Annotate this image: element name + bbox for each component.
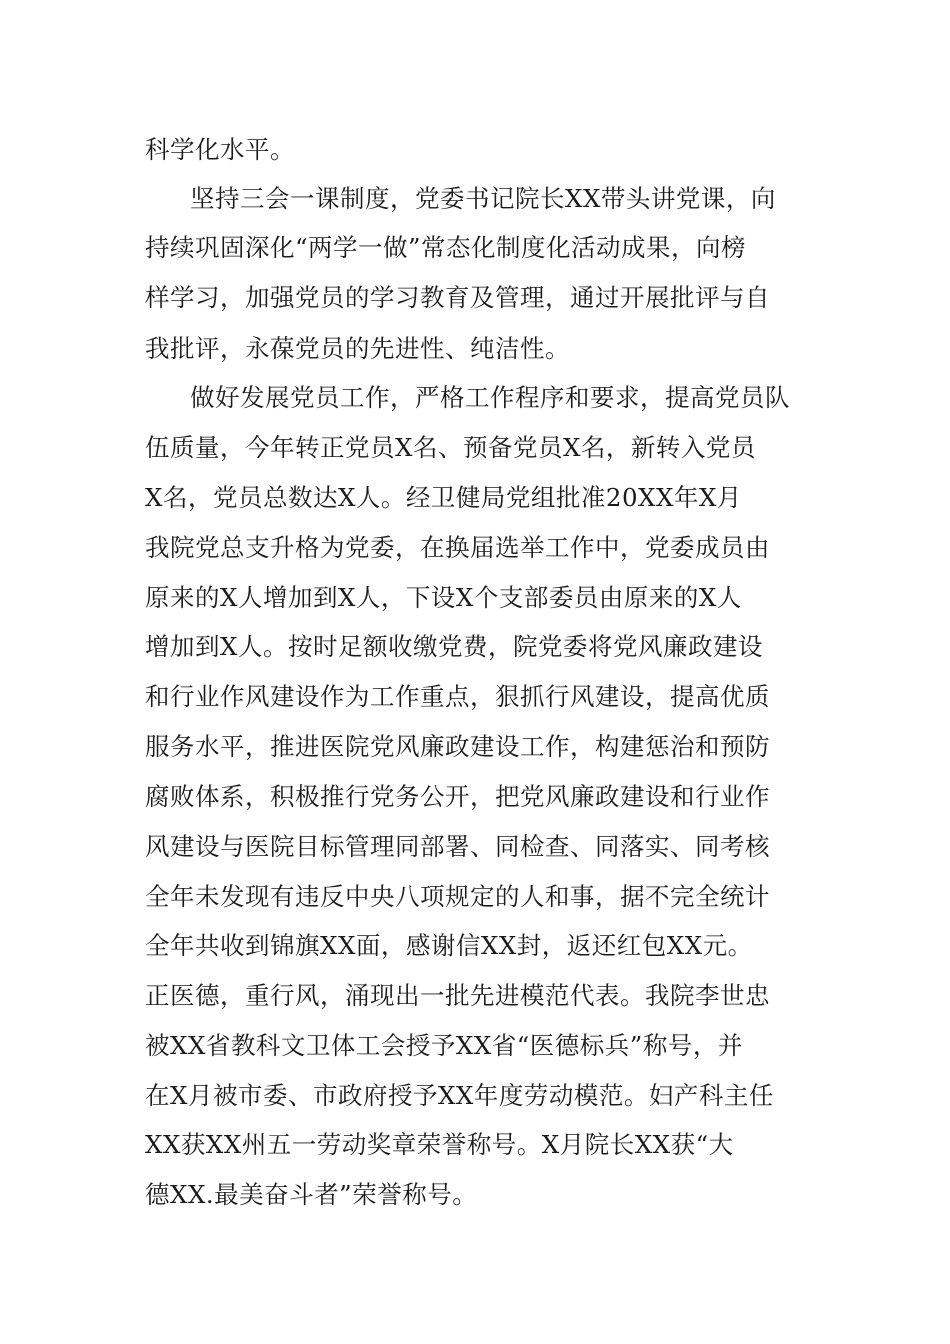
- text-line: 全年未发现有违反中央八项规定的人和事，据不完全统计: [145, 882, 770, 911]
- paragraph-start-line: 做好发展党员工作，严格工作程序和要求，提高党员队: [190, 383, 790, 412]
- text-line: 我院党总支升格为党委，在换届选举工作中，党委成员由: [145, 533, 770, 562]
- text-line: 我批评，永葆党员的先进性、纯洁性。: [145, 334, 570, 363]
- text-line: 被XX省教科文卫体工会授予XX省“医德标兵”称号，并: [145, 1031, 743, 1060]
- text-line: 原来的X人增加到X人，下设X个支部委员由原来的X人: [145, 583, 742, 612]
- text-line: 服务水平，推进医院党风廉政建设工作，构建惩治和预防: [145, 732, 770, 761]
- text-line: 正医德，重行风，涌现出一批先进模范代表。我院李世忠: [145, 981, 770, 1010]
- text-line: 全年共收到锦旗XX面，感谢信XX封，返还红包XX元。: [145, 931, 753, 960]
- text-line: 持续巩固深化“两学一做”常态化制度化活动成果，向榜: [145, 233, 747, 262]
- text-line: 风建设与医院目标管理同部署、同检查、同落实、同考核: [145, 832, 770, 861]
- paragraph-start-line: 坚持三会一课制度，党委书记院长XX带头讲党课，向: [190, 184, 776, 213]
- text-line: 在X月被市委、市政府授予XX年度劳动模范。妇产科主任: [145, 1081, 774, 1110]
- text-line: 德XX.最美奋斗者”荣誉称号。: [145, 1180, 478, 1209]
- text-line: 腐败体系，积极推行党务公开，把党风廉政建设和行业作: [145, 782, 770, 811]
- text-line: 样学习，加强党员的学习教育及管理，通过开展批评与自: [145, 283, 770, 312]
- text-line: 科学化水平。: [145, 135, 295, 164]
- text-line: 和行业作风建设作为工作重点，狠抓行风建设，提高优质: [145, 682, 770, 711]
- text-line: 伍质量，今年转正党员X名、预备党员X名，新转入党员: [145, 433, 756, 462]
- text-line: 增加到X人。按时足额收缴党费，院党委将党风廉政建设: [145, 632, 763, 661]
- text-line: XX获XX州五一劳动奖章荣誉称号。X月院长XX获“大: [145, 1130, 734, 1159]
- text-line: X名，党员总数达X人。经卫健局党组批准20XX年X月: [145, 483, 742, 512]
